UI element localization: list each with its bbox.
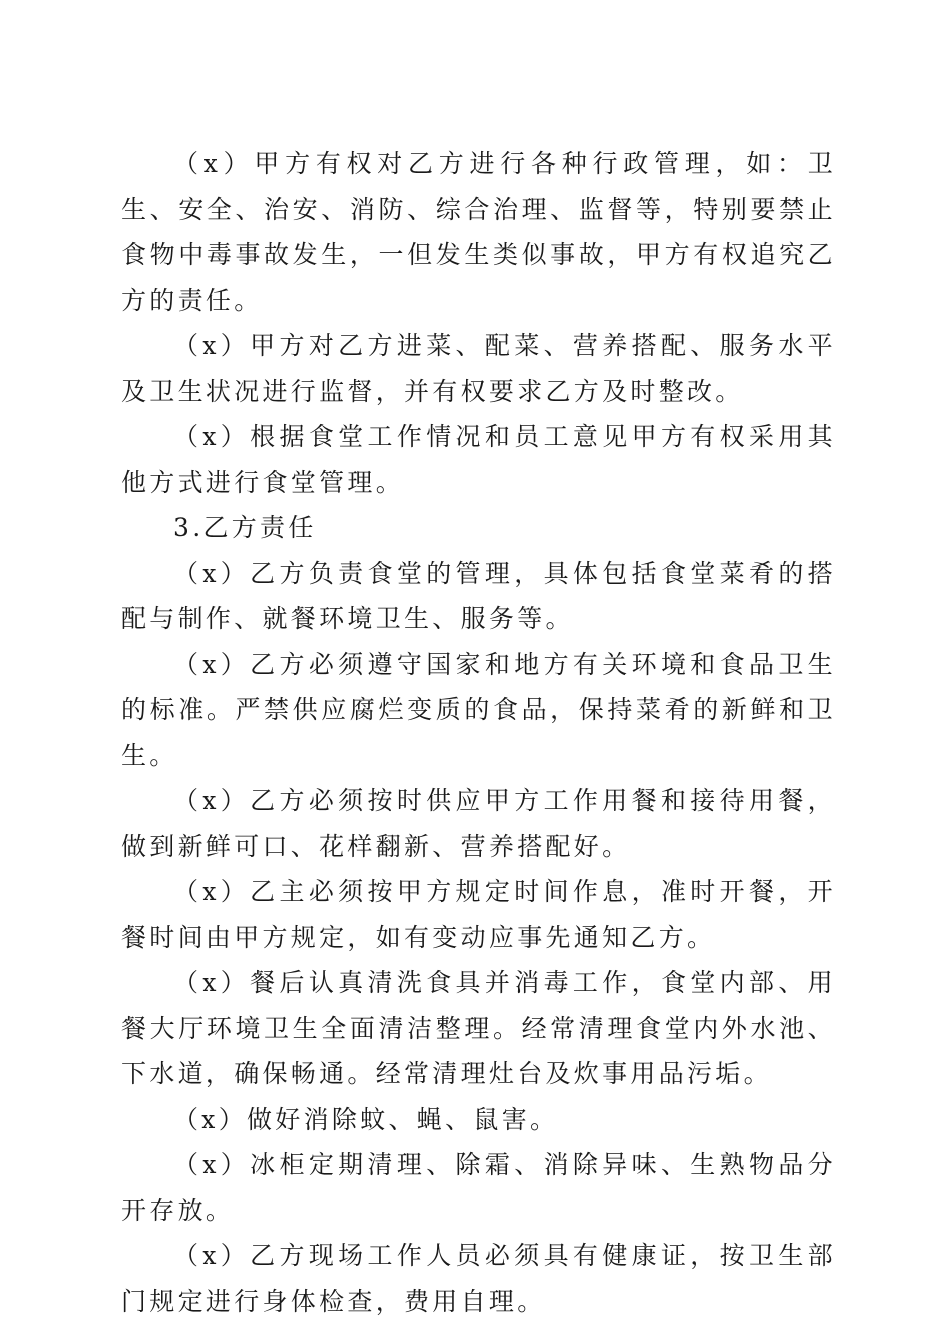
- paragraph-other-management: （x）根据食堂工作情况和员工意见甲方有权采用其他方式进行食堂管理。: [121, 422, 836, 497]
- section-heading-party-b-responsibility: 3.乙方责任: [173, 513, 317, 542]
- paragraph-hygiene-standards: （x）乙方必须遵守国家和地方有关环境和食品卫生的标准。严禁供应腐烂变质的食品，保持菜肴的新鲜和卫生。: [121, 649, 836, 770]
- document-body: [121, 141, 836, 1324]
- paragraph-meal-supply: （x）乙方必须按时供应甲方工作用餐和接待用餐，做到新鲜可口、花样翻新、营养搭配好。: [121, 786, 836, 861]
- paragraph-freezer: （x）冰柜定期清理、除霜、消除异味、生熟物品分开存放。: [121, 1150, 836, 1225]
- paragraph-canteen-management: （x）乙方负责食堂的管理，具体包括食堂菜肴的搭配与制作、就餐环境卫生、服务等。: [121, 558, 836, 633]
- paragraph-admin-management: （x）甲方有权对乙方进行各种行政管理，如：卫生、安全、治安、消防、综合治理、监督等，特别要禁止食物中毒事故发生，一但发生类似事故，甲方有权追究乙方的责任。: [121, 149, 836, 315]
- paragraph-supervision: （x）甲方对乙方进菜、配菜、营养搭配、服务水平及卫生状况进行监督，并有权要求乙方及时整改。: [121, 331, 836, 406]
- paragraph-cleaning: （x）餐后认真清洗食具并消毒工作，食堂内部、用餐大厅环境卫生全面清洁整理。经常清理食堂内外水池、下水道，确保畅通。经常清理灶台及炊事用品污垢。: [121, 968, 836, 1088]
- paragraph-health-certificate: （x）乙方现场工作人员必须具有健康证，按卫生部门规定进行身体检查，费用自理。: [121, 1241, 836, 1316]
- paragraph-schedule: （x）乙主必须按甲方规定时间作息，准时开餐，开餐时间由甲方规定，如有变动应事先通知乙方。: [121, 877, 836, 952]
- paragraph-pest-control: （x）做好消除蚊、蝇、鼠害。: [173, 1104, 559, 1134]
